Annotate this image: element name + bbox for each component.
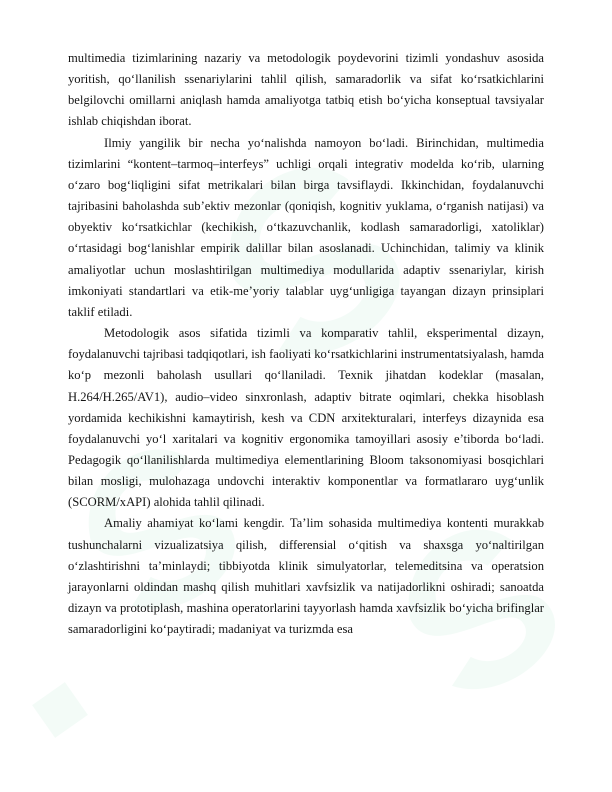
- paragraph-scientific-novelty: Ilmiy yangilik bir necha yo‘nalishda namoyon bo‘ladi. Birinchidan, multimedia tizimlarini “kontent–tarmoq–interfeys” uchligi orqali integrativ modelda ko‘rib, ularning o‘zaro bog‘liqligini sifat metrikalari bilan birga tavsiflaydi. Ikkinchidan, foydalanuvchi tajribasini baholashda sub’ektiv mezonlar (qoniqish, kognitiv yuklama, o‘rganish natijasi) va obyektiv ko‘rsatkichlar (kechikish, o‘tkazuvchanlik, kodlash samaradorligi, xatoliklar) o‘rtasidagi bog‘lanishlar empirik dalillar bilan asoslanadi. Uchinchidan, talimiy va klinik amaliyotlar uchun moslashtirilgan multimediya modullarida adaptiv ssenariylar, kirish imkoniyati standartlari va etik-me’yoriy talablar uyg‘unligiga tayangan dizayn prinsiplari taklif etiladi.: [68, 135, 544, 319]
- paragraph-practical-significance: Amaliy ahamiyat ko‘lami kengdir. Ta’lim sohasida multimediya kontenti murakkab tushunchalarni vizualizatsiya qilish, differensial o‘qitish va shaxsga yo‘naltirilgan o‘zlashtirishni ta’minlaydi; tibbiyotda klinik simulyatorlar, telemeditsina va operatsion jarayonlarni oldindan mashq qilish muhitlari xavfsizlik va natijadorlikni oshiradi; sanoatda dizayn va prototiplash, mashina operatorlarini tayyorlash hamda xavfsizlik bo‘yicha brifinglar samaradorligini ko‘paytiradi; madaniyat va turizmda esa: [68, 516, 544, 637]
- paragraph-methodology: Metodologik asos sifatida tizimli va komparativ tahlil, eksperimental dizayn, foydalanuvchi tajribasi tadqiqotlari, ish faoliyati ko‘rsatkichlarini instrumentatsiyalash, hamda ko‘p mezonli baholash usullari qo‘llaniladi. Texnik jihatdan kodeklar (masalan, H.264/H.265/AV1), audio–video sinxronlash, adaptiv bitrate oqimlari, chekka hisoblash yordamida kechikishni kamaytirish, kesh va CDN arxitekturalari, interfeys dizaynida esa foydalanuvchi yo‘l xaritalari va kognitiv ergonomika tamoyillari asosiy e’tiborda bo‘ladi. Pedagogik qo‘llanilishlarda multimediya elementlarining Bloom taksonomiyasi bosqichlari bilan mosligi, mulohazaga undovchi interaktiv komponentlar va formatlararo uyg‘unlik (SCORM/xAPI) alohida tahlil qilinadi.: [68, 326, 544, 510]
- document-page: [68, 48, 544, 640]
- paragraph-objective-continuation: multimedia tizimlarining nazariy va metodologik poydevorini tizimli yondashuv asosida yoritish, qo‘llanilish ssenariylarini tahlil qilish, samaradorlik va sifat ko‘rsatkichlarini belgilovchi omillarni aniqlash hamda amaliyotga tatbiq etish bo‘yicha konseptual tavsiyalar ishlab chiqishdan iborat.: [68, 51, 544, 129]
